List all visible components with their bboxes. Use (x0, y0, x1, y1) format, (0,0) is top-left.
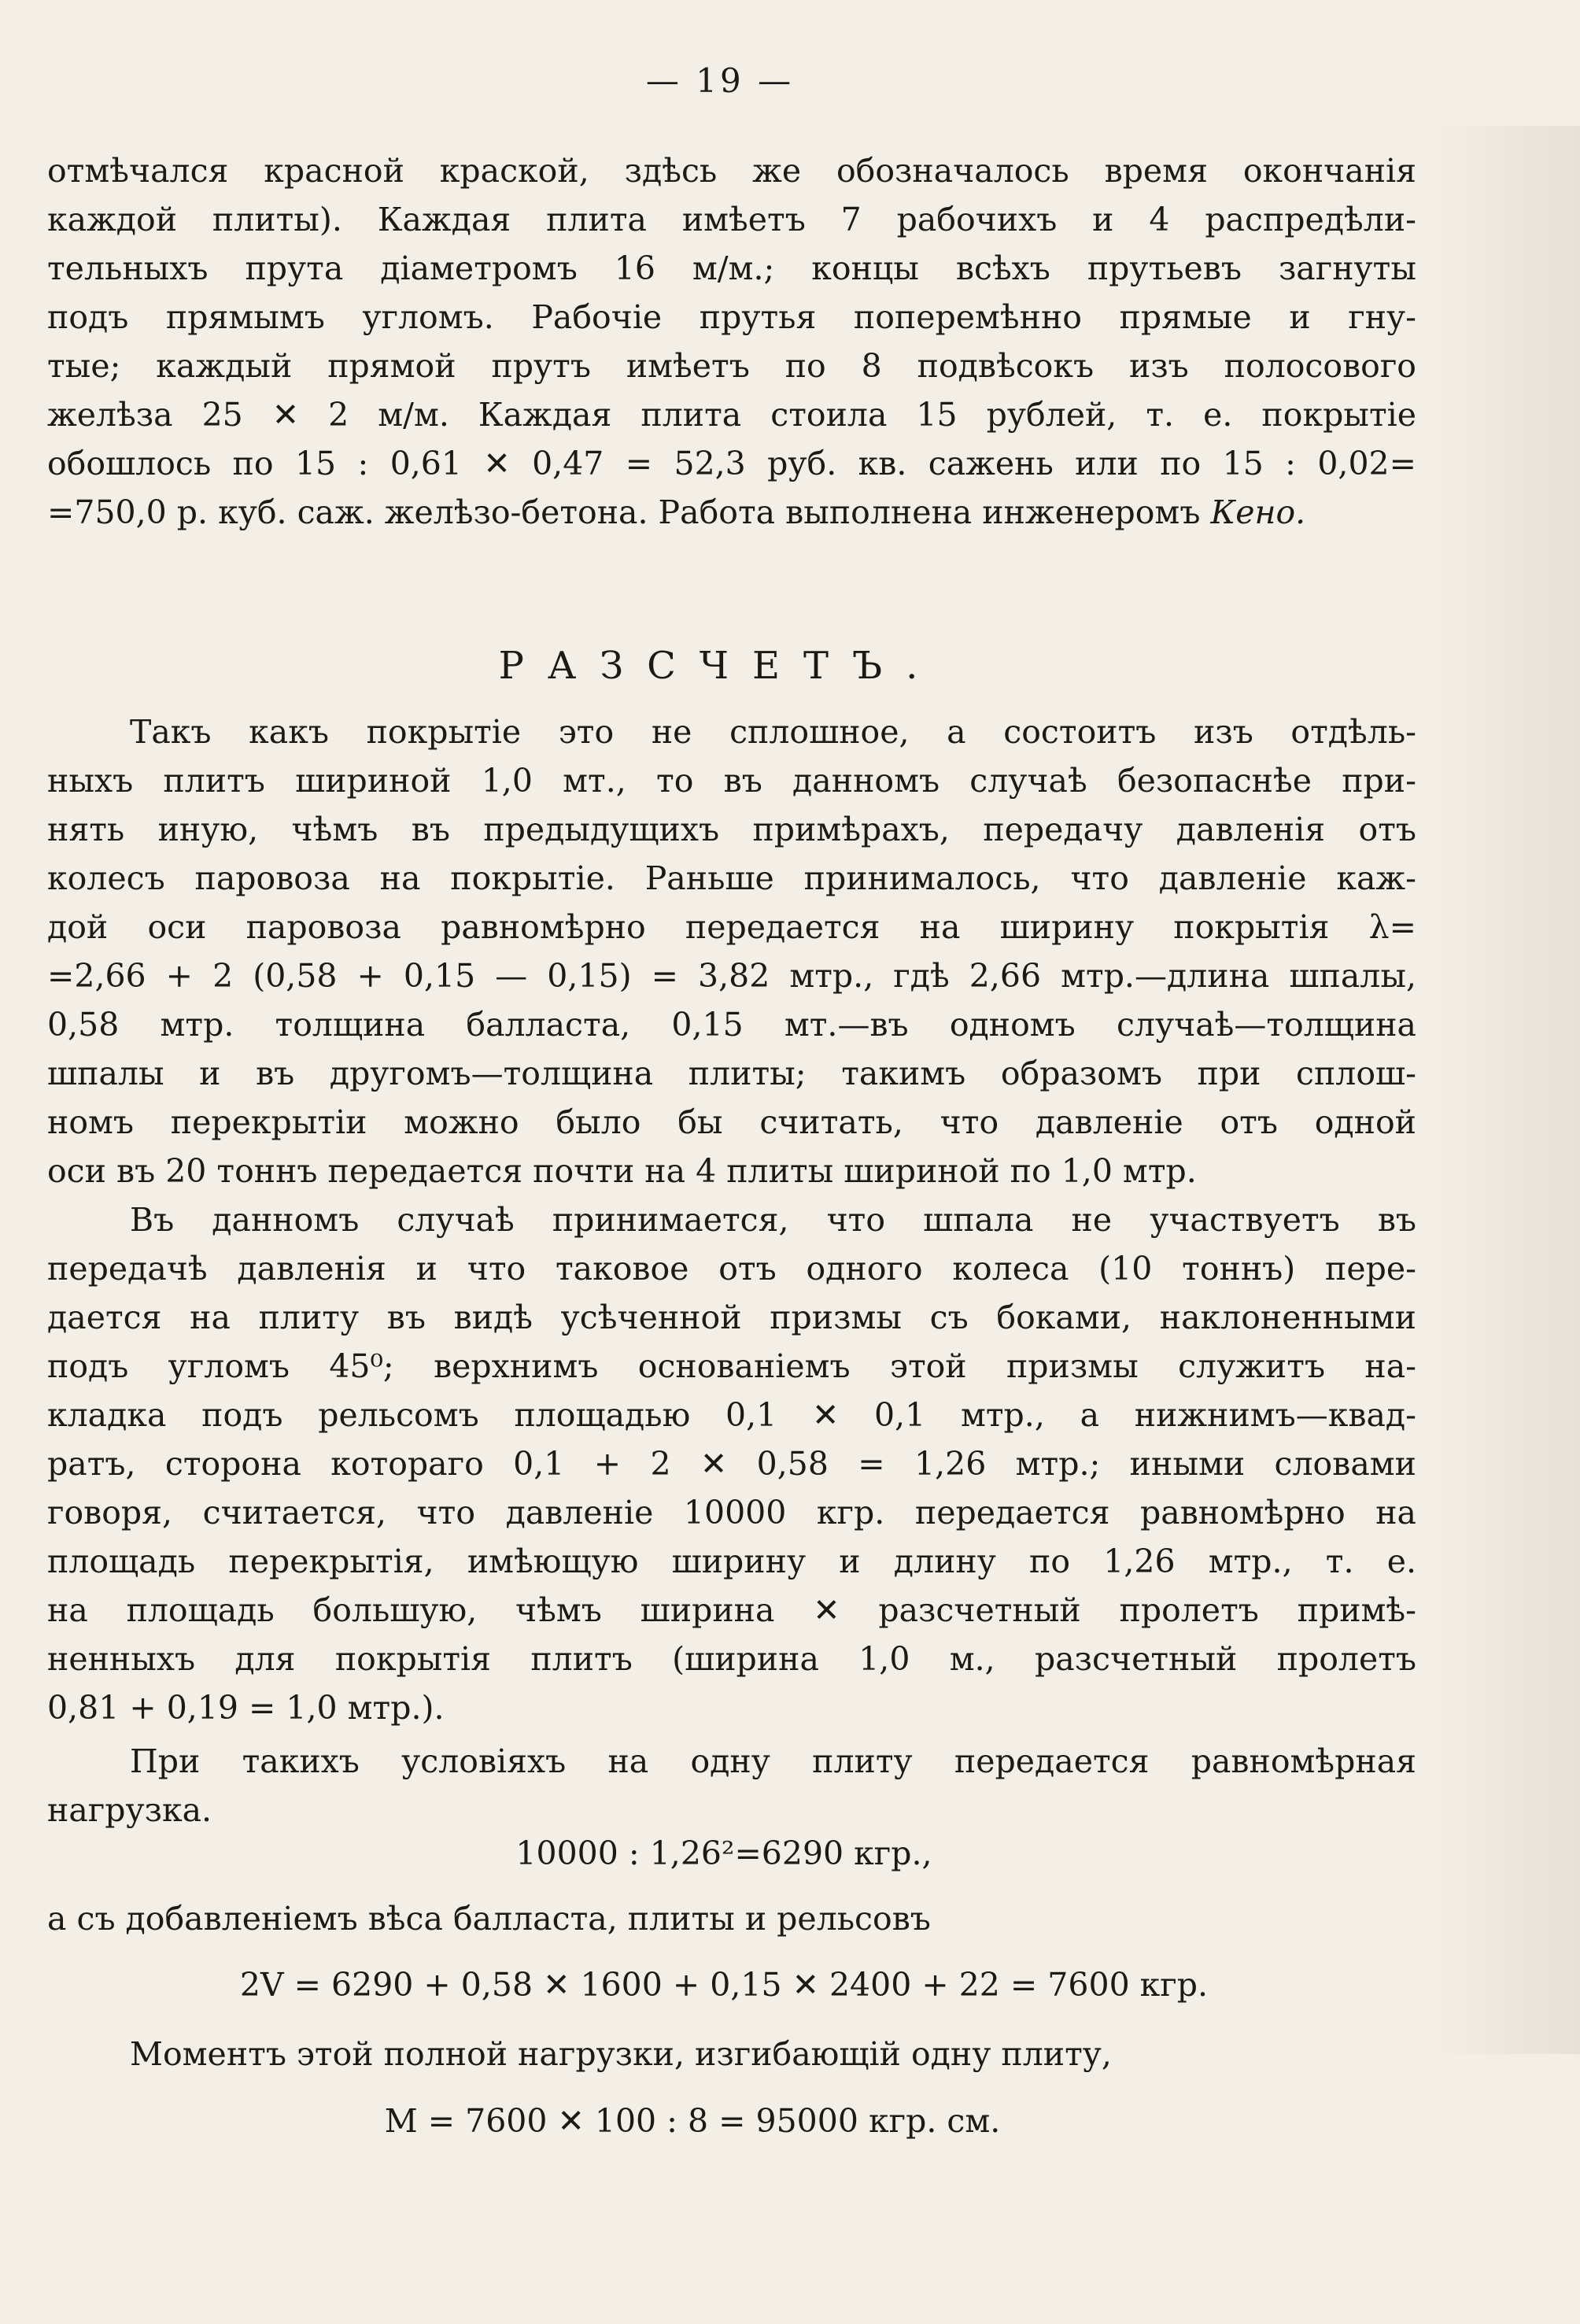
text-line: нагрузка. (47, 1791, 212, 1829)
text-line: 0,58 мтр. толщина балласта, 0,15 мт.—въ одномъ случаѣ—толщина (47, 1006, 1416, 1044)
text-line: нять иную, чѣмъ въ предыдущихъ примѣрахъ, передачу давленія отъ (47, 811, 1416, 848)
text-line: отмѣчался красной краской, здѣсь же обозначалось время окончанія (47, 152, 1416, 190)
text-line: ненныхъ для покрытія плитъ (ширина 1,0 м., разсчетный пролетъ (47, 1640, 1416, 1678)
text-line: колесъ паровоза на покрытіе. Раньше принималось, что давленіе каж- (47, 859, 1416, 897)
page-shadow (1423, 126, 1580, 2054)
text-line-body: =750,0 р. куб. саж. желѣзо-бетона. Работа выполнена инженеромъ (47, 493, 1201, 531)
text-line: Такъ какъ покрытіе это не сплошное, а состоитъ изъ отдѣль- (130, 713, 1416, 751)
text-line: При такихъ условіяхъ на одну плиту передается равномѣрная (130, 1742, 1416, 1780)
engineer-name: Кено. (1210, 493, 1306, 531)
text-line: Моментъ этой полной нагрузки, изгибающій одну плиту, (130, 2035, 1112, 2073)
text-line (47, 493, 1416, 532)
text-line: шпалы и въ другомъ—толщина плиты; такимъ образомъ при сплош- (47, 1055, 1416, 1092)
text-line: обошлось по 15 : 0,61 ✕ 0,47 = 52,3 руб. кв. сажень или по 15 : 0,02= (47, 445, 1416, 482)
text-line: ныхъ плитъ шириной 1,0 мт., то въ данномъ случаѣ безопаснѣе при- (47, 762, 1416, 800)
text-line: дается на плиту въ видѣ усѣченной призмы съ боками, наклоненными (47, 1299, 1416, 1336)
text-line: ратъ, сторона котораго 0,1 + 2 ✕ 0,58 = 1,26 мтр.; иными словами (47, 1445, 1416, 1483)
section-title: РАЗСЧЕТЪ. (498, 644, 942, 688)
text-line: площадь перекрытія, имѣющую ширину и длину по 1,26 мтр., т. е. (47, 1543, 1416, 1580)
text-line: кладка подъ рельсомъ площадью 0,1 ✕ 0,1 мтр., а нижнимъ—квад- (47, 1396, 1416, 1434)
text-line: оси въ 20 тоннъ передается почти на 4 плиты шириной по 1,0 мтр. (47, 1152, 1197, 1190)
text-line: говоря, считается, что давленіе 10000 кгр. передается равномѣрно на (47, 1494, 1416, 1531)
text-line: каждой плиты). Каждая плита имѣетъ 7 рабочихъ и 4 распредѣли- (47, 201, 1416, 238)
text-line: тельныхъ прута діаметромъ 16 м/м.; концы всѣхъ прутьевъ загнуты (47, 249, 1416, 287)
text-line: подъ прямымъ угломъ. Рабочіе прутья поперемѣнно прямые и гну- (47, 298, 1416, 336)
text-line: на площадь большую, чѣмъ ширина ✕ разсчетный пролетъ примѣ- (47, 1591, 1416, 1629)
text-line: передачѣ давленія и что таковое отъ одного колеса (10 тоннъ) пере- (47, 1250, 1416, 1288)
text-line: =2,66 + 2 (0,58 + 0,15 — 0,15) = 3,82 мтр., гдѣ 2,66 мтр.—длина шпалы, (47, 957, 1416, 995)
text-line: дой оси паровоза равномѣрно передается на ширину покрытія λ= (47, 908, 1416, 946)
text-line: а съ добавленіемъ вѣса балласта, плиты и рельсовъ (47, 1900, 931, 1938)
formula-total-load: 2V = 6290 + 0,58 ✕ 1600 + 0,15 ✕ 2400 + 22 = 7600 кгр. (239, 1966, 1209, 2004)
text-line: Въ данномъ случаѣ принимается, что шпала не участвуетъ въ (130, 1201, 1416, 1239)
text-line: номъ перекрытіи можно было бы считать, что давленіе отъ одной (47, 1103, 1416, 1141)
text-line: подъ угломъ 45⁰; верхнимъ основаніемъ этой призмы служитъ на- (47, 1347, 1416, 1385)
text-line: желѣза 25 ✕ 2 м/м. Каждая плита стоила 15 рублей, т. е. покрытіе (47, 396, 1416, 434)
text-line: тые; каждый прямой прутъ имѣетъ по 8 подвѣсокъ изъ полосового (47, 347, 1416, 385)
formula-moment: M = 7600 ✕ 100 : 8 = 95000 кгр. см. (384, 2102, 1001, 2140)
text-line: 0,81 + 0,19 = 1,0 мтр.). (47, 1689, 445, 1727)
formula-load: 10000 : 1,26²=6290 кгр., (515, 1834, 932, 1872)
page-number: — 19 — (645, 61, 795, 100)
